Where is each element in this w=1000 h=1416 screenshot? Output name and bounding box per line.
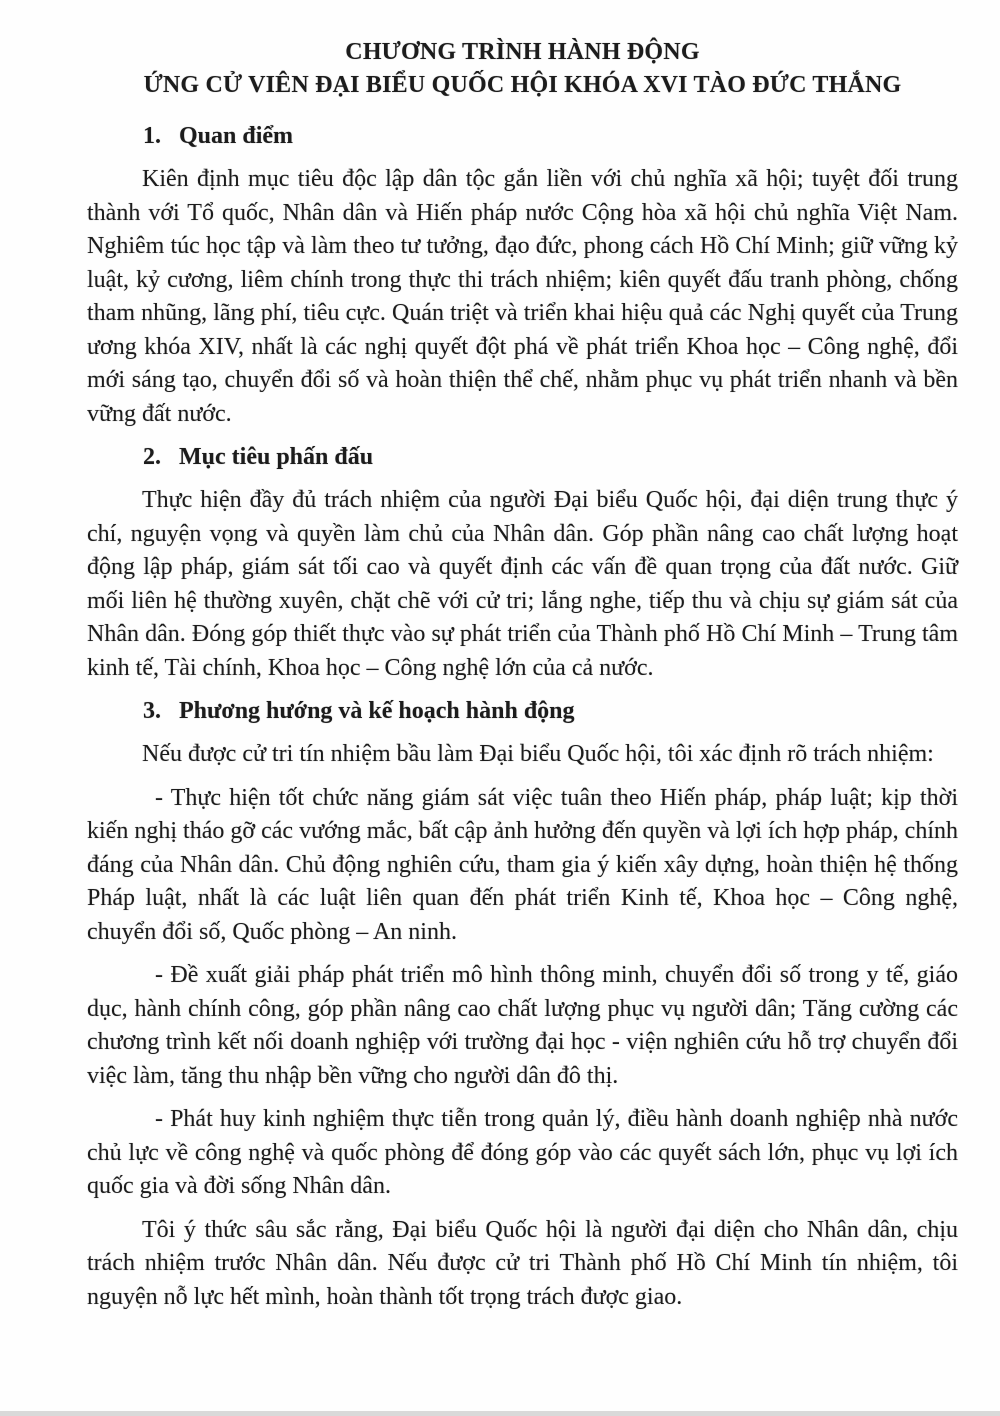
section-1-title: Quan điểm [179,123,294,149]
section-3-title: Phương hướng và kế hoạch hành động [179,698,575,724]
section-heading-3 [87,695,958,728]
title-line-1: CHƯƠNG TRÌNH HÀNH ĐỘNG [345,39,700,65]
section-3-bullet-3: - Phát huy kinh nghiệm thực tiễn trong quản lý, điều hành doanh nghiệp nhà nước chủ lực về công nghệ và quốc phòng để đóng góp vào các quyết sách lớn, phục vụ lợi ích quốc gia và đời sống Nhân dân. [87,1106,958,1199]
section-3-paragraph-closing: Tôi ý thức sâu sắc rằng, Đại biểu Quốc hội là người đại diện cho Nhân dân, chịu trách nhiệm trước Nhân dân. Nếu được cử tri Thành phố Hồ Chí Minh tín nhiệm, tôi nguyện nỗ lực hết mình, hoàn thành tốt trọng trách được giao. [87,1216,958,1310]
document-content [87,0,958,1314]
document-title [87,36,958,102]
section-2-number: 2. [143,444,161,470]
title-line-2: ỨNG CỬ VIÊN ĐẠI BIỂU QUỐC HỘI KHÓA XVI TÀO ĐỨC THẮNG [143,72,902,98]
section-heading-2 [87,441,958,474]
section-3-bullet-1: - Thực hiện tốt chức năng giám sát việc tuân theo Hiến pháp, pháp luật; kịp thời kiến nghị tháo gỡ các vướng mắc, bất cập ảnh hưởng đến quyền và lợi ích hợp pháp, chính đáng của Nhân dân. Chủ động nghiên cứu, tham gia ý kiến xây dựng, hoàn thiện hệ thống Pháp luật, nhất là các luật liên quan đến phát triển Kinh tế, Khoa học – Công nghệ, chuyển đổi số, Quốc phòng – An ninh. [87,784,958,945]
section-3-number: 3. [143,698,161,724]
scan-bottom-edge [0,1411,1000,1416]
section-2-paragraph-1: Thực hiện đầy đủ trách nhiệm của người Đại biểu Quốc hội, đại diện trung thực ý chí, nguyện vọng và quyền làm chủ của Nhân dân. Góp phần nâng cao chất lượng hoạt động lập pháp, giám sát tối cao và quyết định các vấn đề quan trọng của đất nước. Giữ mối liên hệ thường xuyên, chặt chẽ với cử tri; lắng nghe, tiếp thu và chịu sự giám sát của Nhân dân. Đóng góp thiết thực vào sự phát triển của Thành phố Hồ Chí Minh – Trung tâm kinh tế, Tài chính, Khoa học – Công nghệ lớn của cả nước. [87,487,958,681]
section-1-number: 1. [143,123,161,149]
section-2-title: Mục tiêu phấn đấu [179,444,374,470]
section-3-bullet-2: - Đề xuất giải pháp phát triển mô hình thông minh, chuyển đổi số trong y tế, giáo dục, hành chính công, góp phần nâng cao chất lượng phục vụ người dân; Tăng cường các chương trình kết nối doanh nghiệp với trường đại học - viện nghiên cứu hỗ trợ chuyển đổi việc làm, tăng thu nhập bền vững cho người dân đô thị. [87,962,958,1089]
section-3-paragraph-1: Nếu được cử tri tín nhiệm bầu làm Đại biểu Quốc hội, tôi xác định rõ trách nhiệm: [142,741,934,767]
section-1-paragraph-1: Kiên định mục tiêu độc lập dân tộc gắn liền với chủ nghĩa xã hội; tuyệt đối trung thành với Tổ quốc, Nhân dân và Hiến pháp nước Cộng hòa xã hội chủ nghĩa Việt Nam. Nghiêm túc học tập và làm theo tư tưởng, đạo đức, phong cách Hồ Chí Minh; giữ vững kỷ luật, kỷ cương, liêm chính trong thực thi trách nhiệm; kiên quyết đấu tranh phòng, chống tham nhũng, lãng phí, tiêu cực. Quán triệt và triển khai hiệu quả các Nghị quyết của Trung ương khóa XIV, nhất là các nghị quyết đột phá về phát triển Khoa học – Công nghệ, đổi mới sáng tạo, chuyển đổi số và hoàn thiện thể chế, nhằm phục vụ phát triển nhanh và bền vững đất nước. [87,166,958,427]
section-heading-1 [87,120,958,153]
